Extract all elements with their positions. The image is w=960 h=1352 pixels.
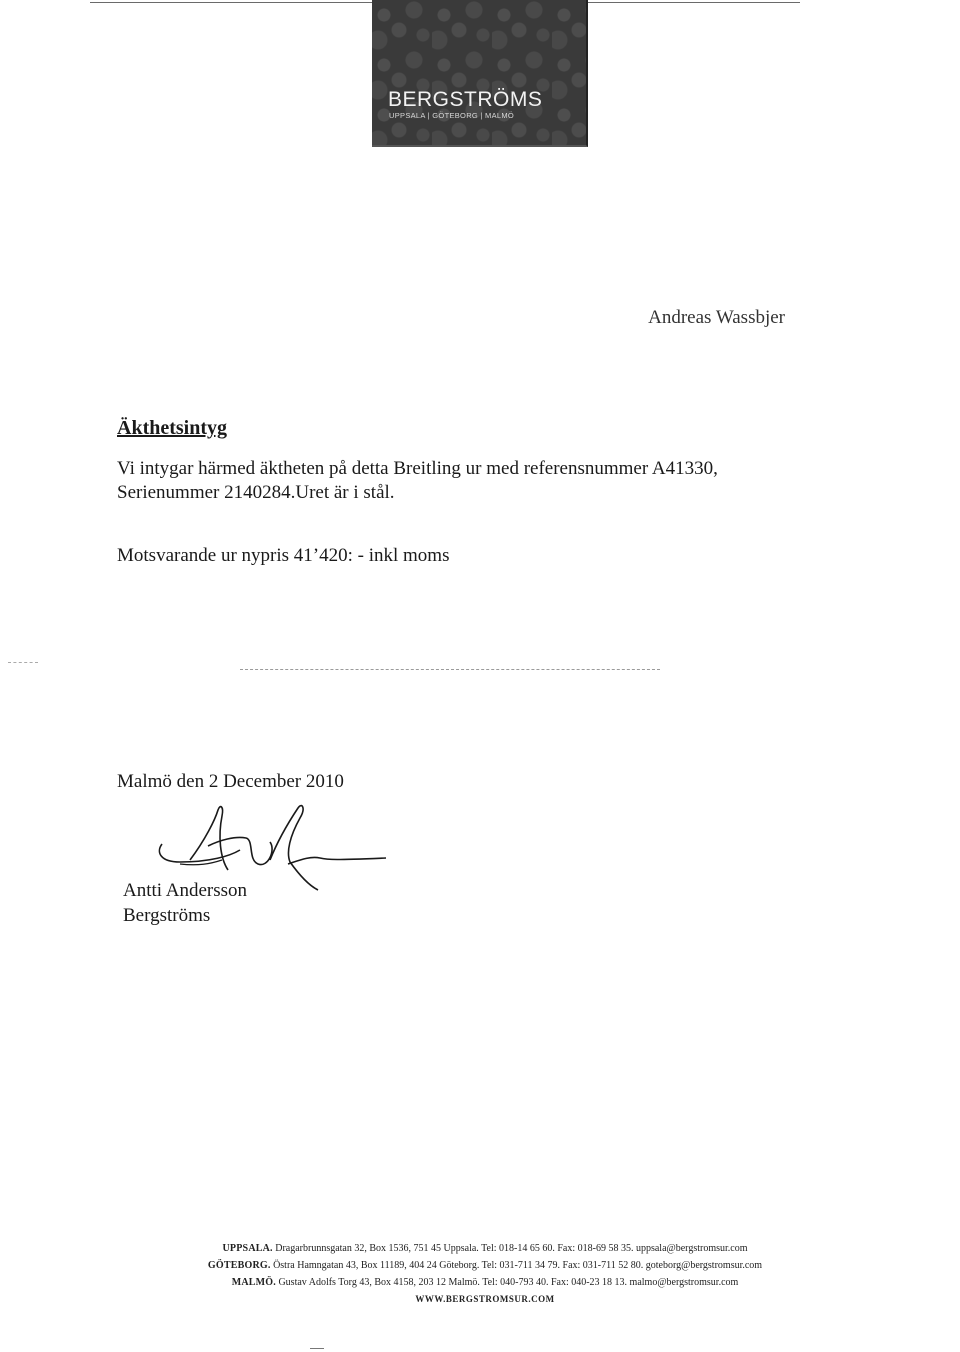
fold-line <box>240 669 660 670</box>
company-logo <box>372 0 588 147</box>
document-title: Äkthetsintyg <box>117 417 228 439</box>
footer-malmo <box>120 1274 850 1291</box>
signatory-name: Antti Andersson <box>123 880 248 901</box>
footer-uppsala-city: UPPSALA. <box>222 1243 273 1254</box>
certificate-body <box>117 457 767 505</box>
footer-goteborg-text: Östra Hamngatan 43, Box 11189, 404 24 Göteborg. Tel: 031-711 34 79. Fax: 031-711 52 80. goteborg@bergstromsur.com <box>273 1260 763 1271</box>
footer-goteborg-city: GÖTEBORG. <box>207 1260 271 1271</box>
logo-subtitle: UPPSALA | GÖTEBORG | MALMÖ <box>389 111 515 120</box>
logo-name: BERGSTRÖMS <box>388 88 543 111</box>
place-date: Malmö den 2 December 2010 <box>117 771 344 792</box>
footer-malmo-text: Gustav Adolfs Torg 43, Box 4158, 203 12 Malmö. Tel: 040-793 40. Fax: 040-23 18 13. malmo@bergstromsur.com <box>278 1277 739 1288</box>
signatory-company: Bergströms <box>123 905 211 926</box>
price-statement: Motsvarande ur nypris 41’420: - inkl moms <box>117 545 450 566</box>
recipient-name: Andreas Wassbjer <box>648 307 785 328</box>
footer-website: WWW.BERGSTROMSUR.COM <box>415 1294 555 1304</box>
fold-mark <box>8 662 38 663</box>
body-line-2: Serienummer 2140284.Uret är i stål. <box>117 482 395 503</box>
footer-addresses <box>120 1240 850 1308</box>
footer-uppsala-text: Dragarbrunnsgatan 32, Box 1536, 751 45 Uppsala. Tel: 018-14 65 60. Fax: 018-69 58 35. uppsala@bergstromsur.com <box>275 1243 748 1254</box>
body-line-1: Vi intygar härmed äktheten på detta Breitling ur med referensnummer A41330, <box>117 458 718 479</box>
footer-goteborg <box>120 1257 850 1274</box>
scan-edge-mark <box>310 1348 324 1349</box>
footer-malmo-city: MALMÖ. <box>231 1277 276 1288</box>
footer-uppsala <box>120 1240 850 1257</box>
